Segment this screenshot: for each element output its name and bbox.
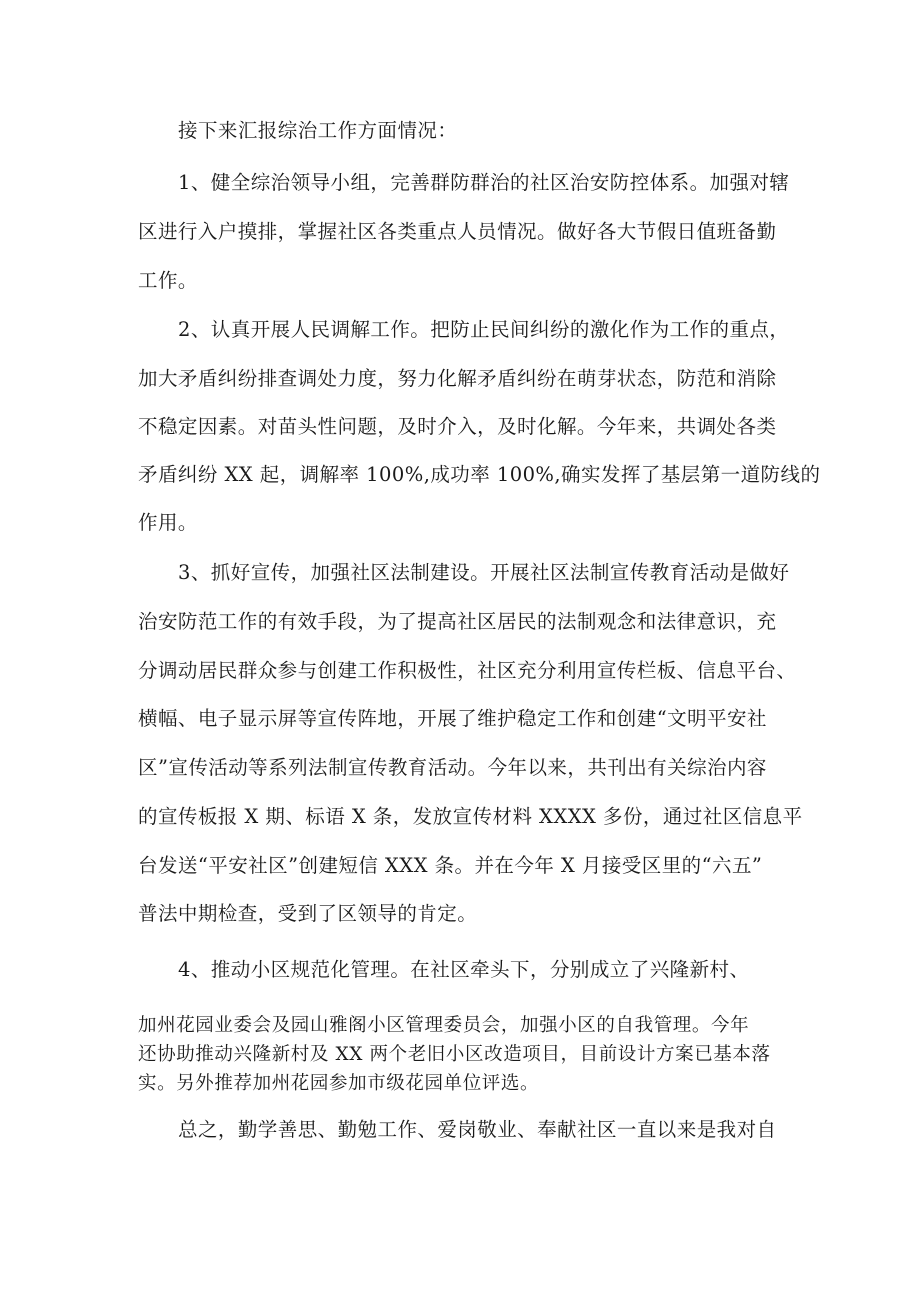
item-3-line-7: 台发送“平安社区”创建短信 XXX 条。并在今年 X 月接受区里的“六五” (138, 854, 763, 877)
item-3-line-4: 横幅、电子显示屏等宣传阵地，开展了维护稳定工作和创建“文明平安社 (138, 707, 767, 730)
item-3-line-1: 3、抓好宣传，加强社区法制建设。开展社区法制宣传教育活动是做好 (178, 561, 790, 584)
item-3-line-3: 分调动居民群众参与创建工作积极性，社区充分利用宣传栏板、信息平台、 (138, 659, 797, 682)
item-1-line-3: 工作。 (138, 269, 198, 292)
item-4-line-3: 还协助推动兴隆新村及 XX 两个老旧小区改造项目，目前设计方案已基本落 (138, 1044, 771, 1065)
item-3-line-2: 治安防范工作的有效手段，为了提高社区居民的法制观念和法律意识，充 (138, 610, 777, 633)
item-3-line-5: 区”宣传活动等系列法制宣传教育活动。今年以来，共刊出有关综治内容 (138, 756, 767, 779)
item-3-line-8: 普法中期检查，受到了区领导的肯定。 (138, 902, 478, 925)
item-4-line-4: 实。另外推荐加州花园参加市级花园单位评选。 (138, 1073, 540, 1094)
item-2-line-1: 2、认真开展人民调解工作。把防止民间纠纷的激化作为工作的重点， (178, 318, 790, 341)
item-1-line-1: 1、健全综治领导小组，完善群防群治的社区治安防控体系。加强对辖 (178, 171, 790, 194)
item-1-line-2: 区进行入户摸排，掌握社区各类重点人员情况。做好各大节假日值班备勤 (138, 220, 777, 243)
item-2-line-3: 不稳定因素。对苗头性问题，及时介入，及时化解。今年来，共调处各类 (138, 415, 777, 438)
item-2-line-4: 矛盾纠纷 XX 起，调解率 100%,成功率 100%,确实发挥了基层第一道防线的 (138, 463, 821, 486)
item-4-line-1: 4、推动小区规范化管理。在社区牵头下，分别成立了兴隆新村、 (178, 958, 750, 981)
item-2-line-5: 作用。 (138, 511, 198, 534)
conclusion-line-1: 总之，勤学善思、勤勉工作、爱岗敬业、奉献社区一直以来是我对自 (178, 1118, 777, 1141)
item-2-line-2: 加大矛盾纠纷排查调处力度，努力化解矛盾纠纷在萌芽状态，防范和消除 (138, 367, 777, 390)
item-3-line-6: 的宣传板报 X 期、标语 X 条，发放宣传材料 XXXX 多份，通过社区信息平 (138, 805, 803, 828)
item-4-line-2: 加州花园业委会及园山雅阁小区管理委员会，加强小区的自我管理。今年 (138, 1015, 750, 1036)
intro-line: 接下来汇报综治工作方面情况： (178, 119, 458, 142)
